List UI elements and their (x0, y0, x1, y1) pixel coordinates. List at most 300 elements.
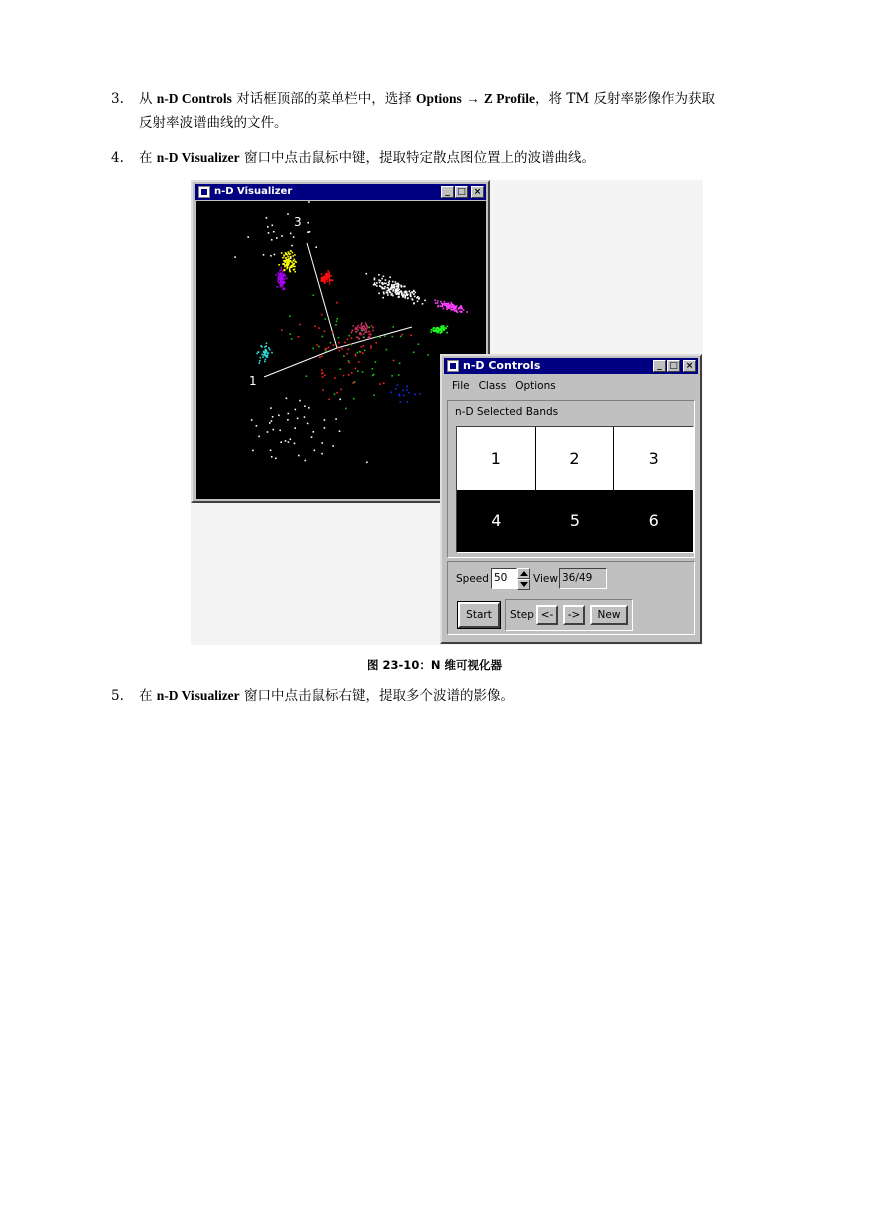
scatter-point (292, 255, 294, 257)
scatter-point (370, 345, 372, 347)
scatter-point (287, 256, 289, 258)
scatter-point (378, 293, 380, 295)
scatter-point (440, 301, 442, 303)
scatter-point (351, 337, 353, 339)
scatter-point (256, 353, 258, 355)
scatter-point (307, 222, 309, 224)
scatter-point (339, 350, 341, 352)
step-text: 在 n-D Visualizer 窗口中点击鼠标右键，提取多个波谱的影像。 (139, 688, 514, 704)
scatter-point (381, 287, 383, 289)
scatter-point (361, 328, 363, 330)
scatter-point (451, 306, 453, 308)
scatter-point (348, 360, 350, 362)
scatter-point (279, 430, 281, 432)
scatter-point (322, 277, 324, 279)
new-button[interactable]: New (590, 605, 628, 625)
scatter-point (402, 295, 404, 297)
scatter-point (345, 408, 347, 410)
visualizer-titlebar[interactable] (195, 184, 486, 200)
spin-down-icon[interactable] (517, 579, 530, 590)
scatter-point (275, 458, 277, 460)
scatter-point (263, 351, 265, 353)
band-3-button[interactable]: 3 (614, 427, 693, 490)
scatter-point (322, 372, 324, 374)
scatter-point (339, 399, 341, 401)
scatter-point (336, 392, 338, 394)
scatter-point (419, 393, 421, 395)
scatter-point (287, 213, 289, 215)
scatter-point (431, 329, 433, 331)
scatter-point (315, 246, 317, 248)
scatter-point (455, 306, 457, 308)
scatter-point (353, 398, 355, 400)
scatter-point (361, 326, 363, 328)
scatter-point (319, 357, 321, 359)
scatter-point (271, 239, 273, 241)
scatter-point (321, 273, 323, 275)
scatter-point (309, 231, 311, 233)
scatter-point (264, 352, 266, 354)
scatter-point (463, 309, 465, 311)
menu-file[interactable]: File (452, 380, 470, 392)
scatter-point (285, 260, 287, 262)
scatter-point (327, 270, 329, 272)
scatter-point (384, 286, 386, 288)
step-text: 从 n-D Controls 对话框顶部的菜单栏中，选择 Options → Z Profile，将 TM 反射率影像作为获取 (139, 91, 715, 107)
scatter-point (413, 293, 415, 295)
scatter-point (398, 286, 400, 288)
scatter-point (337, 346, 339, 348)
scatter-point (291, 338, 293, 340)
scatter-point (270, 255, 272, 257)
scatter-point (392, 295, 394, 297)
scatter-point (311, 436, 313, 438)
scatter-point (415, 292, 417, 294)
scatter-point (282, 263, 284, 265)
scatter-point (452, 304, 454, 306)
scatter-point (263, 354, 265, 356)
scatter-point (418, 343, 420, 345)
scatter-point (357, 352, 359, 354)
scatter-point (438, 330, 440, 332)
start-button[interactable]: Start (458, 602, 500, 628)
scatter-point (375, 361, 377, 363)
scatter-point (259, 360, 261, 362)
scatter-point (393, 287, 395, 289)
scatter-point (265, 349, 267, 351)
scatter-point (361, 334, 363, 336)
scatter-point (271, 352, 273, 354)
scatter-point (371, 325, 373, 327)
scatter-point (454, 308, 456, 310)
scatter-point (349, 362, 351, 364)
menu-options[interactable]: Options (515, 380, 556, 392)
scatter-point (278, 277, 280, 279)
scatter-point (357, 370, 359, 372)
scatter-point (389, 290, 391, 292)
scatter-point (247, 236, 249, 238)
scatter-point (411, 291, 413, 293)
controls-titlebar[interactable] (444, 358, 698, 374)
scatter-point (286, 253, 288, 255)
scatter-point (444, 301, 446, 303)
scatter-point (307, 231, 309, 233)
axis-line (264, 348, 337, 377)
band-1-button[interactable]: 1 (457, 427, 536, 490)
scatter-point (307, 423, 309, 425)
axis-label-1: 1 (249, 374, 257, 388)
scatter-point (293, 259, 295, 261)
scatter-point (368, 334, 370, 336)
scatter-point (373, 284, 375, 286)
scatter-point (274, 254, 276, 256)
scatter-point (322, 376, 324, 378)
scatter-point (397, 283, 399, 285)
scatter-point (343, 375, 345, 377)
spin-up-icon[interactable] (517, 568, 530, 579)
scatter-point (306, 375, 308, 377)
scatter-point (282, 288, 284, 290)
scatter-point (449, 307, 451, 309)
scatter-point (266, 217, 268, 219)
scatter-point (284, 278, 286, 280)
scatter-point (361, 322, 363, 324)
scatter-point (324, 283, 326, 285)
scatter-point (378, 274, 380, 276)
speed-input[interactable]: 50 (491, 568, 517, 589)
scatter-point (308, 407, 310, 409)
scatter-point (443, 327, 445, 329)
scatter-point (366, 462, 368, 464)
playback-group (447, 561, 695, 635)
scatter-point (405, 292, 407, 294)
scatter-point (353, 325, 355, 327)
scatter-point (393, 360, 395, 362)
scatter-point (362, 371, 364, 373)
scatter-point (271, 456, 273, 458)
scatter-point (392, 336, 394, 338)
scatter-point (348, 374, 350, 376)
scatter-point (336, 302, 338, 304)
scatter-point (446, 305, 448, 307)
speed-spinner[interactable] (517, 568, 530, 590)
step-number: 4. (111, 150, 124, 166)
scatter-point (372, 327, 374, 329)
scatter-point (329, 283, 331, 285)
scatter-point (322, 336, 324, 338)
scatter-point (410, 294, 412, 296)
scatter-point (382, 297, 384, 299)
scatter-point (338, 337, 340, 339)
view-label: View (533, 573, 558, 585)
scatter-point (398, 289, 400, 291)
scatter-point (281, 235, 283, 237)
scatter-point (326, 275, 328, 277)
scatter-point (372, 368, 374, 370)
scatter-point (286, 398, 288, 400)
scatter-point (339, 430, 341, 432)
scatter-point (400, 401, 402, 403)
scatter-point (351, 344, 353, 346)
scatter-point (316, 344, 318, 346)
scatter-point (395, 292, 397, 294)
scatter-point (321, 453, 323, 455)
scatter-point (276, 237, 278, 239)
axis-line (337, 327, 412, 348)
scatter-point (459, 311, 461, 313)
scatter-point (387, 287, 389, 289)
step-text-continuation: 反射率波谱曲线的文件。 (139, 115, 288, 131)
scatter-point (391, 375, 393, 377)
scatter-point (391, 286, 393, 288)
scatter-point (268, 232, 270, 234)
scatter-point (372, 330, 374, 332)
scatter-point (340, 389, 342, 391)
scatter-point (256, 425, 258, 427)
scatter-point (389, 289, 391, 291)
scatter-point (258, 436, 260, 438)
scatter-point (366, 326, 368, 328)
scatter-point (273, 429, 275, 431)
scatter-point (304, 416, 306, 418)
band-4-button[interactable]: 4 (457, 490, 536, 553)
scatter-point (336, 321, 338, 323)
view-field: 36/49 (559, 568, 607, 589)
scatter-point (335, 324, 337, 326)
scatter-point (264, 355, 266, 357)
scatter-point (280, 267, 282, 269)
scatter-point (330, 280, 332, 282)
scatter-point (357, 337, 359, 339)
scatter-point (290, 257, 292, 259)
scatter-point (328, 347, 330, 349)
scatter-point (453, 306, 455, 308)
scatter-point (327, 281, 329, 283)
scatter-point (264, 361, 266, 363)
scatter-point (351, 332, 353, 334)
step-4 (111, 149, 811, 169)
scatter-point (292, 264, 294, 266)
scatter-point (400, 336, 402, 338)
controls-window[interactable] (440, 354, 702, 644)
maximize-button[interactable]: □ (455, 186, 468, 198)
scatter-point (387, 294, 389, 296)
scatter-point (283, 282, 285, 284)
figure-caption: 图 23-10：N 维可视化器 (367, 658, 502, 672)
scatter-point (441, 306, 443, 308)
close-button[interactable]: × (471, 186, 484, 198)
scatter-point (367, 337, 369, 339)
scatter-point (299, 324, 301, 326)
scatter-point (271, 420, 273, 422)
menu-bar (446, 378, 556, 394)
scatter-point (286, 262, 288, 264)
step-3 (111, 90, 811, 134)
scatter-point (266, 342, 268, 344)
scatter-point (466, 311, 468, 313)
scatter-point (407, 297, 409, 299)
scatter-point (288, 413, 290, 415)
minimize-button[interactable]: _ (653, 360, 666, 372)
scatter-point (270, 407, 272, 409)
scatter-point (324, 427, 326, 429)
band-6-button[interactable]: 6 (614, 490, 693, 553)
scatter-point (283, 255, 285, 257)
scatter-point (413, 290, 415, 292)
scatter-point (386, 349, 388, 351)
scatter-point (290, 260, 292, 262)
scatter-point (410, 292, 412, 294)
scatter-point (344, 342, 346, 344)
scatter-point (294, 443, 296, 445)
scatter-point (379, 383, 381, 385)
scatter-point (453, 309, 455, 311)
scatter-point (324, 276, 326, 278)
scatter-point (280, 283, 282, 285)
scatter-point (389, 277, 391, 279)
scatter-point (288, 259, 290, 261)
scatter-point (379, 336, 381, 338)
scatter-point (283, 273, 285, 275)
scatter-point (314, 326, 316, 328)
scatter-point (451, 309, 453, 311)
selected-bands-group (447, 400, 695, 558)
scatter-point (369, 327, 371, 329)
step-next-button[interactable]: -> (563, 605, 585, 625)
scatter-point (294, 271, 296, 273)
scatter-point (373, 374, 375, 376)
scatter-point (334, 393, 336, 395)
scatter-point (393, 284, 395, 286)
scatter-point (397, 384, 399, 386)
scatter-point (290, 250, 292, 252)
scatter-point (268, 352, 270, 354)
scatter-point (383, 291, 385, 293)
scatter-point (456, 311, 458, 313)
scatter-point (401, 291, 403, 293)
scatter-point (404, 297, 406, 299)
scatter-point (321, 279, 323, 281)
scatter-point (295, 409, 297, 411)
group-label: n-D Selected Bands (455, 406, 559, 418)
scatter-point (325, 279, 327, 281)
scatter-point (360, 324, 362, 326)
scatter-point (341, 348, 343, 350)
scatter-point (395, 281, 397, 283)
scatter-point (354, 381, 356, 383)
scatter-point (402, 390, 404, 392)
close-button[interactable]: × (683, 360, 696, 372)
scatter-point (262, 356, 264, 358)
scatter-point (409, 290, 411, 292)
scatter-point (287, 419, 289, 421)
scatter-point (346, 353, 348, 355)
scatter-point (332, 332, 334, 334)
scatter-point (408, 392, 410, 394)
scatter-point (356, 328, 358, 330)
scatter-point (312, 348, 314, 350)
scatter-point (454, 310, 456, 312)
scatter-point (403, 395, 405, 397)
scatter-point (359, 327, 361, 329)
scatter-point (432, 330, 434, 332)
scatter-point (259, 362, 261, 364)
scatter-point (386, 290, 388, 292)
scatter-point (384, 283, 386, 285)
scatter-point (325, 318, 327, 320)
scatter-point (336, 318, 338, 320)
scatter-point (334, 377, 336, 379)
scatter-point (363, 333, 365, 335)
scatter-point (414, 394, 416, 396)
scatter-point (265, 359, 267, 361)
scatter-point (355, 331, 357, 333)
minimize-button[interactable]: _ (441, 186, 454, 198)
scatter-point (338, 342, 340, 344)
scatter-point (335, 418, 337, 420)
window-title: n-D Visualizer (214, 186, 293, 197)
scatter-point (352, 330, 354, 332)
scatter-point (298, 455, 300, 457)
scatter-point (347, 339, 349, 341)
scatter-point (374, 282, 376, 284)
scatter-point (308, 201, 310, 203)
scatter-point (332, 445, 334, 447)
scatter-point (379, 285, 381, 287)
scatter-point (388, 284, 390, 286)
scatter-point (399, 291, 401, 293)
maximize-button[interactable]: □ (667, 360, 680, 372)
scatter-point (444, 303, 446, 305)
scatter-point (391, 293, 393, 295)
scatter-point (443, 325, 445, 327)
scatter-point (289, 333, 291, 335)
scatter-point (451, 303, 453, 305)
scatter-point (395, 388, 397, 390)
scatter-point (270, 450, 272, 452)
scatter-point (340, 368, 342, 370)
axis-label-3: 3 (294, 215, 302, 229)
scatter-point (447, 307, 449, 309)
scatter-point (348, 349, 350, 351)
scatter-point (288, 441, 290, 443)
scatter-point (285, 440, 287, 442)
menu-class[interactable]: Class (478, 380, 507, 392)
band-2-button[interactable]: 2 (536, 427, 615, 490)
scatter-point (384, 288, 386, 290)
scatter-point (269, 349, 271, 351)
band-5-button[interactable]: 5 (536, 490, 615, 553)
scatter-point (288, 251, 290, 253)
scatter-point (318, 327, 320, 329)
window-icon (447, 360, 459, 372)
scatter-point (351, 372, 353, 374)
scatter-point (402, 334, 404, 336)
scatter-point (449, 304, 451, 306)
scatter-point (414, 296, 416, 298)
step-text: 在 n-D Visualizer 窗口中点击鼠标中键，提取特定散点图位置上的波谱曲线。 (139, 150, 595, 166)
scatter-point (252, 450, 254, 452)
scatter-point (403, 293, 405, 295)
scatter-point (448, 303, 450, 305)
scatter-point (427, 354, 429, 356)
step-prev-button[interactable]: <- (536, 605, 558, 625)
scatter-point (326, 348, 328, 350)
scatter-point (383, 276, 385, 278)
scatter-point (355, 354, 357, 356)
scatter-point (361, 330, 363, 332)
scatter-point (289, 269, 291, 271)
